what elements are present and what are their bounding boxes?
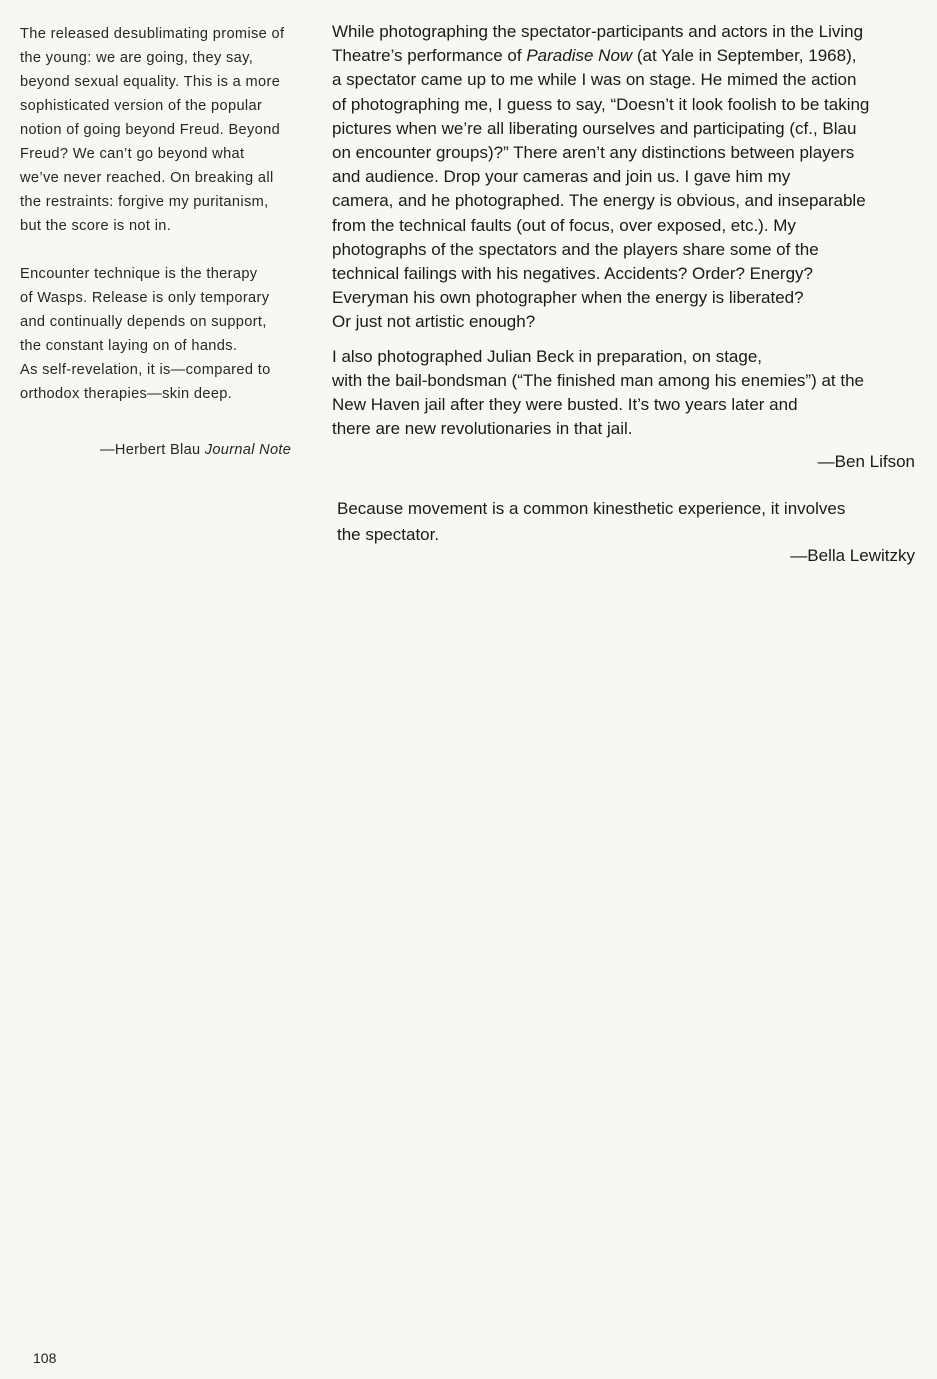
text-line: pictures when we’re all liberating ourselves and participating (cf., Blau xyxy=(332,118,857,138)
lifson-paragraph-1 xyxy=(332,20,922,335)
bella-lewitzky-quote xyxy=(337,496,917,548)
text-line: from the technical faults (out of focus, over exposed, etc.). My xyxy=(332,215,796,235)
text-line: Everyman his own photographer when the energy is liberated? xyxy=(332,288,804,308)
text-line: Because movement is a common kinesthetic experience, it involves xyxy=(337,499,846,518)
text-line: New Haven jail after they were busted. It’s two years later and xyxy=(332,395,798,415)
text-line: beyond sexual equality. This is a more xyxy=(20,74,281,90)
herbert-blau-quote xyxy=(20,22,312,406)
text-line: sophisticated version of the popular xyxy=(20,98,263,114)
text-line: we’ve never reached. On breaking all xyxy=(20,170,274,186)
blau-paragraph-2 xyxy=(20,262,312,406)
text-line: and audience. Drop your cameras and join us. I gave him my xyxy=(332,167,791,187)
text-line: of photographing me, I guess to say, “Doesn’t it look foolish to be taking xyxy=(332,94,870,114)
ben-lifson-quote xyxy=(332,20,922,441)
text-line: orthodox therapies—skin deep. xyxy=(20,386,233,402)
text-line: The released desublimating promise of xyxy=(20,26,285,42)
text-line: the spectator. xyxy=(337,525,440,544)
text-line: on encounter groups)?” There aren’t any distinctions between players xyxy=(332,143,855,163)
text-line: a spectator came up to me while I was on stage. He mimed the action xyxy=(332,70,857,90)
paradise-now-title: Paradise Now xyxy=(526,46,633,66)
text-line xyxy=(332,44,922,68)
blau-author: —Herbert Blau xyxy=(100,442,201,458)
text-span: (at Yale in September, 1968), xyxy=(632,46,857,66)
text-line: of Wasps. Release is only temporary xyxy=(20,290,270,306)
text-line: camera, and he photographed. The energy is obvious, and inseparable xyxy=(332,191,866,211)
text-line: I also photographed Julian Beck in preparation, on stage, xyxy=(332,346,763,366)
text-line: Or just not artistic enough? xyxy=(332,312,536,332)
text-line: with the bail-bondsman (“The finished man among his enemies”) at the xyxy=(332,370,864,390)
text-line: While photographing the spectator-participants and actors in the Living xyxy=(332,22,864,41)
text-line: technical failings with his negatives. Accidents? Order? Energy? xyxy=(332,264,813,284)
page-number: 108 xyxy=(33,1350,57,1366)
lifson-paragraph-2 xyxy=(332,345,922,442)
text-line: photographs of the spectators and the players share some of the xyxy=(332,239,819,259)
text-line: there are new revolutionaries in that jail. xyxy=(332,419,633,439)
text-line: and continually depends on support, xyxy=(20,314,267,330)
blau-paragraph-1 xyxy=(20,22,312,238)
text-line: Encounter technique is the therapy xyxy=(20,266,258,282)
blau-attribution xyxy=(100,438,291,462)
blau-source: Journal Note xyxy=(204,442,292,458)
text-line: the restraints: forgive my puritanism, xyxy=(20,194,269,210)
text-line: notion of going beyond Freud. Beyond xyxy=(20,122,281,138)
text-line: As self-revelation, it is—compared to xyxy=(20,362,271,378)
text-line: but the score is not in. xyxy=(20,218,172,234)
lifson-attribution: —Ben Lifson xyxy=(817,452,915,471)
text-span: Theatre’s performance of xyxy=(332,46,527,66)
text-line: the young: we are going, they say, xyxy=(20,50,254,66)
text-line: the constant laying on of hands. xyxy=(20,338,238,354)
text-line: Freud? We can’t go beyond what xyxy=(20,146,245,162)
lewitzky-attribution: —Bella Lewitzky xyxy=(790,546,915,565)
